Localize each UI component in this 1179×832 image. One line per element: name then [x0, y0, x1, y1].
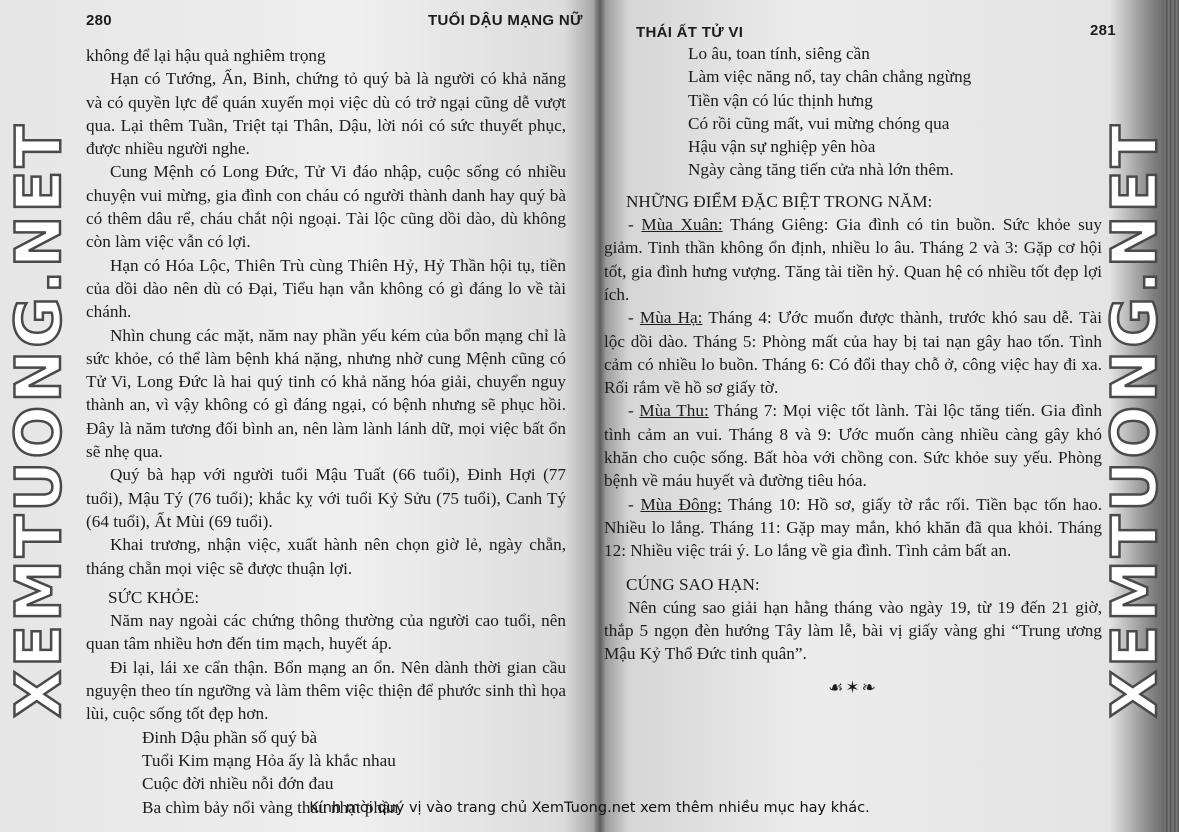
verse-line: Đinh Dậu phần số quý bà	[142, 727, 318, 747]
watermark-left: XEMTUONG.NET	[2, 121, 75, 719]
season-list	[604, 213, 1102, 562]
left-page-number: 280	[86, 12, 112, 29]
season-label: Mùa Hạ:	[639, 308, 703, 328]
verse-line: Hậu vận sự nghiệp yên hòa	[688, 137, 876, 157]
highlights-heading: NHỮNG ĐIỂM ĐẶC BIỆT TRONG NĂM:	[626, 191, 933, 211]
section-heading: SỨC KHỎE:	[108, 587, 200, 607]
paragraph: Hạn có Tướng, Ấn, Binh, chứng tỏ quý bà là người có khả năng và có quyền lực để quán xuyến mọi việc dù có trở ngại cũng dễ vượt qua. Lại thêm Tuần, Triệt tại Thân, Dậu, lời nói có sức thuyết phục, được nhiều người nghe.	[86, 69, 566, 159]
season-text: Tháng 4: Ước muốn được thành, trước khó sau dễ. Tài lộc dồi dào. Tháng 5: Phòng mất của hay bị tai nạn gây hao tốn. Tình cảm có nhiều lo buồn. Tháng 6: Có đổi thay chỗ ở, công việc hay đi xa. Rối rắm về hồ sơ giấy tờ.	[604, 308, 1102, 398]
left-page-text	[86, 44, 566, 819]
watermark-right: XEMTUONG.NET	[1098, 121, 1171, 719]
paragraph: Đi lại, lái xe cẩn thận. Bổn mạng an ổn. Nên dành thời gian cầu nguyện theo tín ngưỡng và làm thêm việc thiện để phước sinh thì họa lùi, cuộc sống tốt đẹp hơn.	[86, 657, 566, 724]
season-text: Tháng 10: Hồ sơ, giấy tờ rắc rối. Tiền bạc tốn hao. Nhiều lo lắng. Tháng 11: Gặp may mắn, khó khăn đã qua khỏi. Tháng 12: Nhiều việc trái ý. Lo lắng về gia đình. Tình cảm bất an.	[604, 494, 1102, 561]
list-dash: -	[628, 401, 640, 421]
season-paragraph	[604, 399, 1102, 492]
paragraph: Nhìn chung các mặt, năm nay phần yếu kém của bổn mạng chỉ là sức khỏe, có thể làm bệnh khá nặng, nhưng nhờ cung Mệnh cũng có Tử Vi, Long Đức là hai quý tinh có khả năng hóa giải, chuyển nguy thành an, vì vậy không có gì đáng ngại, có bệnh nhưng sẽ phục hồi. Đây là năm tương đối bình an, nên làm lành lánh dữ, mọi việc bất ổn sẽ nhẹ qua.	[86, 325, 566, 462]
right-verse-block	[604, 42, 1102, 182]
cung-sao-heading: CÚNG SAO HẠN:	[626, 574, 760, 594]
verse-line: Có rồi cũng mất, vui mừng chóng qua	[688, 113, 950, 133]
season-label: Mùa Đông:	[640, 494, 722, 514]
season-label: Mùa Thu:	[639, 401, 709, 421]
season-label: Mùa Xuân:	[641, 215, 723, 235]
paragraph: Khai trương, nhận việc, xuất hành nên chọn giờ lẻ, ngày chẵn, tháng chẵn mọi việc sẽ được thuận lợi.	[86, 535, 566, 578]
right-running-title: THÁI ẤT TỬ VI	[636, 24, 744, 41]
verse-line: Cuộc đời nhiều nỗi đớn đau	[142, 774, 334, 794]
verse-line: Lo âu, toan tính, siêng cần	[688, 44, 870, 63]
paragraph: Cung Mệnh có Long Đức, Tử Vi đáo nhập, cuộc sống có nhiều chuyện vui mừng, gia đình con cháu có người thành danh hay quý bà có thêm dâu rể, cháu chắt nội ngoại. Tài lộc cũng dồi dào, dù không còn làm việc vẫn có lợi.	[86, 162, 566, 252]
ornament-divider: ☙✶❧	[828, 677, 878, 697]
cung-sao-paragraph: Nên cúng sao giải hạn hằng tháng vào ngày 19, từ 19 đến 21 giờ, thắp 5 ngọn đèn hướng Tây làm lễ, bài vị giấy vàng ghi “Trung ương Mậu Kỷ Thổ Đức tinh quân”.	[604, 597, 1102, 664]
right-page-text	[604, 42, 1102, 699]
verse-line: Ngày càng tăng tiến cửa nhà lớn thêm.	[688, 160, 954, 180]
paragraph: không để lại hậu quả nghiêm trọng	[86, 46, 326, 65]
paragraph: Quý bà hạp với người tuổi Mậu Tuất (66 tuổi), Đinh Hợi (77 tuổi), Mậu Tý (76 tuổi); khắc kỵ với tuổi Kỷ Sửu (75 tuổi), Canh Tý (64 tuổi), Ất Mùi (69 tuổi).	[86, 465, 566, 531]
verse-line: Ba chìm bảy nổi vàng thau nhạt phần	[142, 797, 399, 817]
season-text: Tháng 7: Mọi việc tốt lành. Tài lộc tăng tiến. Gia đình tình cảm an vui. Tháng 8 và 9: Ước muốn càng nhiều càng gây khó khăn cho cuộc sống. Bất hòa với chồng con. Sức khỏe suy yếu. Phòng bệnh về máu huyết và đường tiêu hóa.	[604, 401, 1102, 491]
season-paragraph	[604, 493, 1102, 563]
list-dash: -	[628, 308, 640, 328]
season-text: Tháng Giêng: Gia đình có tin buồn. Sức khỏe suy giảm. Tinh thần không ổn định, nhiều lo âu. Tháng 2 và 3: Gặp cơ hội tốt, gia đình hưng vượng. Tăng tài tiền hỷ. Quan hệ có nhiều tốt đẹp lợi ích.	[604, 215, 1102, 304]
season-paragraph	[604, 213, 1102, 306]
list-dash: -	[628, 215, 642, 235]
left-running-title: TUỔI DẬU MẠNG NỮ	[428, 12, 583, 29]
paragraph: Năm nay ngoài các chứng thông thường của người cao tuổi, nên quan tâm nhiều hơn đến tim mạch, huyết áp.	[86, 611, 566, 654]
list-dash: -	[628, 494, 641, 514]
verse-line: Làm việc năng nổ, tay chân chẳng ngừng	[688, 67, 972, 87]
verse-line: Tuổi Kim mạng Hỏa ấy là khắc nhau	[142, 750, 396, 770]
right-page-number: 281	[1090, 22, 1116, 39]
footer-note: Kính mời quý vị vào trang chủ XemTuong.net xem thêm nhiều mục hay khác.	[309, 800, 870, 816]
paragraph: Hạn có Hóa Lộc, Thiên Trù cùng Thiên Hỷ, Hỷ Thần hội tụ, tiền của dồi dào nên dù có Đại, Tiểu hạn vẫn không có gì đáng lo về tài chánh.	[86, 255, 566, 322]
season-paragraph	[604, 306, 1102, 399]
verse-line: Tiền vận có lúc thịnh hưng	[688, 90, 873, 110]
